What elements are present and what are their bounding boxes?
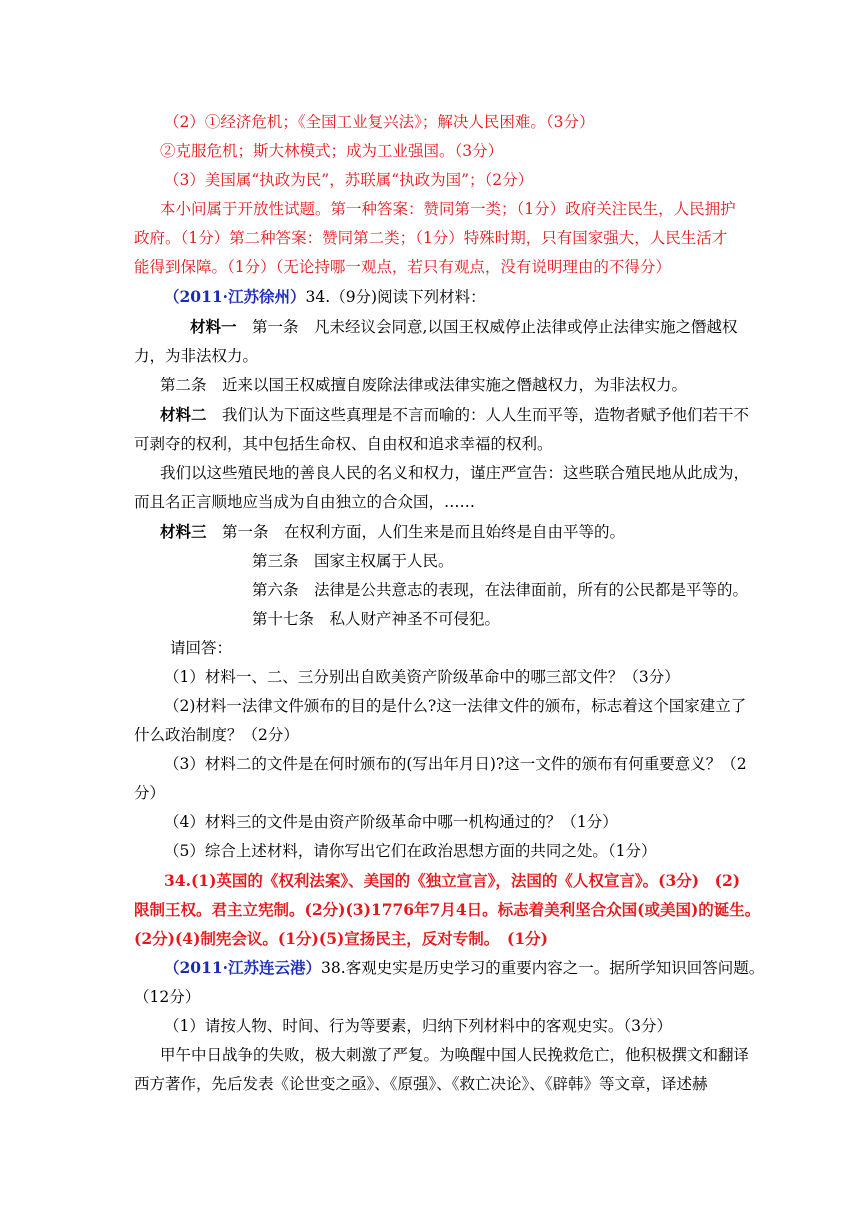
material-line: 西方著作，先后发表《论世变之亟》、《原强》、《救亡决论》、《辟韩》等文章，译述赫 [134, 1075, 708, 1093]
question-item: （3）材料二的文件是在何时颁布的(写出年月日)?这一文件的颁布有何重要意义？（2 [164, 755, 747, 773]
answer-line: 34.(1)英国的《权利法案》、美国的《独立宣言》，法国的《人权宣言》。(3分) (2) [164, 871, 741, 890]
answer-line: 能得到保障。（1分）（无论持哪一观点，若只有观点，没有说明理由的不得分） [134, 258, 671, 276]
question-item: （12分） [134, 988, 201, 1006]
material-line: 第二条 近来以国王权威擅自废除法律或法律实施之僭越权力，为非法权力。 [160, 376, 688, 394]
question-item: （4）材料三的文件是由资产阶级革命中哪一机构通过的？（1分） [164, 813, 618, 831]
material-line: 材料二 我们认为下面这些真理是不言而喻的：人人生而平等，造物者赋予他们若干不 [160, 405, 750, 424]
question-item: 什么政治制度？（2分） [134, 726, 299, 744]
question-source: （2011·江苏连云港） [164, 958, 322, 977]
question-intro: 34.（9分)阅读下列材料： [305, 288, 486, 306]
material-line: 我们以这些殖民地的善良人民的名义和权力，谨庄严宣告：这些联合殖民地从此成为， [160, 464, 750, 482]
material-line: 材料一 第一条 凡未经议会同意,以国王权威停止法律或停止法律实施之僭越权 [190, 317, 738, 336]
question-item: 分） [134, 784, 166, 802]
material-line: 第十七条 私人财产神圣不可侵犯。 [252, 610, 501, 628]
material-line: 而且名正言顺地应当成为自由独立的合众国，…… [134, 493, 476, 511]
question-header [134, 282, 740, 312]
question-intro: 38.客观史实是历史学习的重要内容之一。据所学知识回答问题。 [321, 959, 765, 977]
question-header [134, 953, 765, 983]
answer-line: (2分)(4)制宪会议。(1分)(5)宣扬民主，反对专制。 (1分) [134, 929, 549, 948]
material-line: 材料三 第一条 在权利方面，人们生来是而且始终是自由平等的。 [160, 522, 626, 541]
material-line: 第三条 国家主权属于人民。 [252, 552, 454, 570]
material-line: 甲午中日战争的失败，极大刺激了严复。为唤醒中国人民挽救危亡，他积极撰文和翻译 [160, 1046, 750, 1064]
material-label: 材料二 [160, 405, 207, 424]
question-item: （1）材料一、二、三分别出自欧美资产阶级革命中的哪三部文件？（3分） [164, 668, 680, 686]
answer-line: （2）①经济危机；《全国工业复兴法》；解决人民困难。（3分） [164, 113, 595, 131]
answer-line: 限制王权。君主立宪制。(2分)(3)1776年7月4日。标志着美利坚合众国(或美国)的诞生。 [134, 900, 761, 919]
answer-line: （3）美国属“执政为民”，苏联属“执政为国”；（2分） [164, 171, 534, 189]
answer-line: ②克服危机；斯大林模式；成为工业强国。（3分） [160, 142, 504, 160]
material-label: 材料三 [160, 522, 207, 541]
material-line: 可剥夺的权利，其中包括生命权、自由权和追求幸福的权利。 [134, 435, 553, 453]
question-item: （5）综合上述材料，请你写出它们在政治思想方面的共同之处。（1分） [164, 842, 657, 860]
answer-line: 政府。（1分）第二种答案：赞同第二类；（1分）特殊时期，只有国家强大，人民生活才 [134, 229, 728, 247]
material-line: 力，为非法权力。 [134, 347, 259, 365]
question-prompt: 请回答： [170, 639, 233, 657]
question-item: （1）请按人物、时间、行为等要素，归纳下列材料中的客观史实。（3分） [164, 1017, 672, 1035]
question-source: （2011·江苏徐州） [164, 287, 306, 306]
material-label: 材料一 [190, 317, 237, 336]
question-item: （2)材料一法律文件颁布的目的是什么?这一法律文件的颁布，标志着这个国家建立了 [164, 697, 747, 715]
material-line: 第六条 法律是公共意志的表现，在法律面前，所有的公民都是平等的。 [252, 581, 749, 599]
answer-line: 本小问属于开放性试题。第一种答案：赞同第一类；（1分）政府关注民生，人民拥护 [160, 200, 736, 218]
